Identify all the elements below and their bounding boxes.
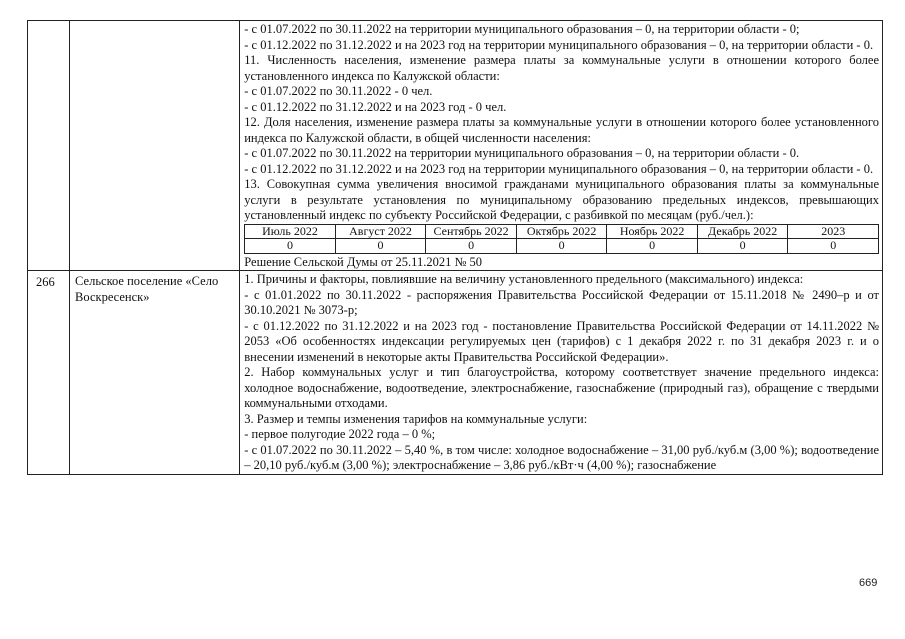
page-number: 669: [859, 577, 878, 589]
text-line: 3. Размер и темпы изменения тарифов на коммунальные услуги:: [244, 411, 588, 426]
text-line: 1. Причины и факторы, повлиявшие на величину установленного предельного (максимального) индекса:: [244, 272, 804, 286]
text-line: - с 01.07.2022 по 30.11.2022 на территории муниципального образования – 0, на территории области - 0;: [244, 22, 800, 36]
table-row-continued: [28, 21, 883, 271]
text-line: - с 01.12.2022 по 31.12.2022 и на 2023 год - 0 чел.: [244, 99, 507, 114]
text-line: - с 01.01.2022 по 30.11.2022 - распоряжения Правительства Российской Федерации от 15.11.2018 № 2490–р и от 30.10.2021 № 3073-р;: [244, 287, 879, 317]
text-line: 2. Набор коммунальных услуг и тип благоустройства, которому соответствует значение предельного индекса: холодное водоснабжение, водоотведение, электроснабжение, газоснабжение (природный газ), обращение с твердыми коммунальными отходами.: [244, 365, 879, 410]
text-line: - с 01.12.2022 по 31.12.2022 и на 2023 год на территории муниципального образования – 0, на территории области - 0.: [244, 161, 874, 176]
month-header: 2023: [788, 224, 879, 239]
months-header-row: [245, 224, 879, 239]
month-value: 0: [516, 239, 607, 254]
month-value: 0: [245, 239, 336, 254]
text-line: 11. Численность населения, изменение размера платы за коммунальные услуги в отношении которого более установленного индекса по Калужской области:: [244, 53, 879, 83]
text-line: - с 01.12.2022 по 31.12.2022 и на 2023 год - постановление Правительства Российской Федерации от 14.11.2022 № 2053 «Об особенностях индексации регулируемых цен (тарифов) с 1 декабря 2022 г. по 31 декабря 2023 г. и о внесении изменений в некоторые акты Правительства Российской Федерации».: [244, 318, 879, 364]
month-header: Декабрь 2022: [697, 224, 788, 239]
content-cell: [240, 271, 883, 475]
municipality-name-cell: Сельское поселение «Село Воскресенск»: [70, 271, 240, 475]
row-number-cell: [28, 21, 70, 271]
text-line: 12. Доля населения, изменение размера платы за коммунальные услуги в отношении которого более установленного индекса по Калужской области, в общей численности населения:: [244, 115, 879, 145]
monthly-increase-table: [244, 224, 879, 254]
months-values-row: [245, 239, 879, 254]
document-table: [27, 20, 883, 475]
text-line: - с 01.07.2022 по 30.11.2022 – 5,40 %, в том числе: холодное водоснабжение – 31,00 руб./куб.м (3,00 %); водоотведение – 20,10 руб./куб.м (3,00 %); электроснабжение – 3,86 руб./кВт·ч (4,00 %); газоснабжение: [244, 442, 879, 472]
row-number-cell: 266: [28, 271, 70, 475]
table-row-266: [28, 271, 883, 475]
month-header: Ноябрь 2022: [607, 224, 698, 239]
month-value: 0: [607, 239, 698, 254]
decision-reference: Решение Сельской Думы от 25.11.2021 № 50: [244, 254, 483, 269]
text-line: 13. Совокупная сумма увеличения вносимой гражданами муниципального образования платы за коммунальные услуги в результате установления по муниципальному образованию предельных индексов, превышающих установленный индекс по субъекту Российской Федерации, с разбивкой по месяцам (руб./чел.):: [244, 177, 879, 222]
month-value: 0: [697, 239, 788, 254]
text-line: - с 01.07.2022 по 30.11.2022 на территории муниципального образования – 0, на территории области - 0.: [244, 146, 800, 160]
month-value: 0: [335, 239, 426, 254]
municipality-name-cell: [70, 21, 240, 271]
text-line: - первое полугодие 2022 года – 0 %;: [244, 427, 436, 441]
month-header: Сентябрь 2022: [426, 224, 517, 239]
month-header: Июль 2022: [245, 224, 336, 239]
month-header: Октябрь 2022: [516, 224, 607, 239]
month-value: 0: [426, 239, 517, 254]
month-value: 0: [788, 239, 879, 254]
month-header: Август 2022: [335, 224, 426, 239]
text-line: - с 01.07.2022 по 30.11.2022 - 0 чел.: [244, 84, 433, 98]
text-line: - с 01.12.2022 по 31.12.2022 и на 2023 год на территории муниципального образования – 0, на территории области - 0.: [244, 37, 874, 52]
content-cell: [240, 21, 883, 271]
